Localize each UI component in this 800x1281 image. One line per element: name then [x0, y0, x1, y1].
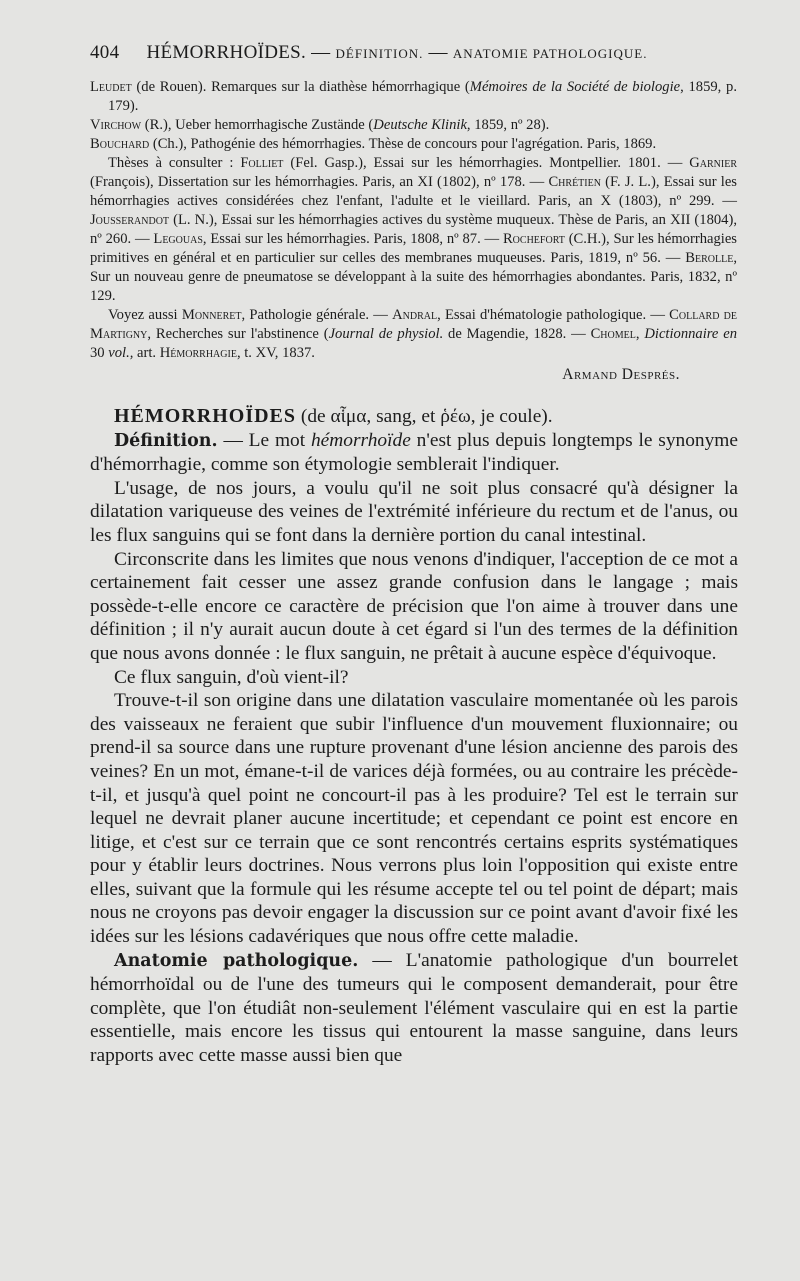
article-body	[90, 405, 738, 1068]
reference-bouchard: Bouchard (Ch.), Pathogénie des hémorrhagies. Thèse de concours pour l'agrégation. Paris, 1869.	[90, 136, 657, 152]
author-signature: Armand Després.	[562, 366, 680, 383]
header-separator: —	[428, 42, 448, 63]
reference-theses: Thèses à consulter : Folliet (Fel. Gasp.), Essai sur les hémorrhagies. Montpellier. 1801. — Garnier (François), Dissertation sur les hémorrhagies. Paris, an XI (1802), nº 178. — Chrétien (F. J. L.), Essai sur les hémorrhagies actives considérées chez l'enfant, l'adulte et le vieillard. Paris, an X (1803), nº 299. — Jousserandot (L. N.), Essai sur les hémorrhagies actives du système muqueux. Thèse de Paris, an XII (1804), nº 260. — Legouas, Essai sur les hémorrhagies. Paris, 1808, nº 87. — Rochefort (C.H.), Sur les hémorrhagies primitives en général et en particulier sur celles des membranes muqueuses. Paris, 1819, nº 56. — Berolle, Sur un nouveau genre de pneumatose se développant à la suite des hémorrhagies abondantes. Paris, 1832, nº 129.	[90, 155, 737, 304]
running-header	[90, 42, 730, 64]
reference-voyez-aussi: Voyez aussi Monneret, Pathologie générale. — Andral, Essai d'hématologie pathologique. — Collard de Martigny, Recherches sur l'abstinence (Journal de physiol. de Magendie, 1828. — Chomel, Dictionnaire en 30 vol., art. Hémorrhagie, t. XV, 1837.	[90, 307, 738, 361]
paragraph: Trouve-t-il son origine dans une dilatation vasculaire momentanée où les parois des vaisseaux ne feraient que subir l'influence d'un mouvement fluxionnaire; ou prend-il sa source dans une rupture provenant d'une lésion ancienne des parois des veines? En un mot, émane-t-il de varices déjà formées, ou au contraire les précède-t-il, et jusqu'à quel point ne concourt-il pas à les produire? Tel est le terrain sur lequel ne devrait planer aucune incertitude; et cependant ce point est encore en litige, et c'est sur ce terrain que ce sont rencontrés certains esprits systématiques pour y établir leurs doctrines. Nous verrons plus loin l'opposition qui existe entre elles, suivant que la formule qui les résume accepte tel ou tel point de départ; mais nous ne croyons pas devoir engager la discussion sur ce point avant d'avoir fixé les idées sur les lésions cadavériques que nous offre cette maladie.	[90, 690, 738, 948]
paragraph: Ce flux sanguin, d'où vient-il?	[114, 666, 349, 688]
article-heading: HÉMORRHOÏDES (de αἷμα, sang, et ῥέω, je coule).	[114, 405, 553, 427]
header-section-definition: DÉFINITION.	[335, 46, 424, 61]
page-number: 404	[90, 42, 120, 63]
reference-leudet: Leudet (de Rouen). Remarques sur la diathèse hémorrhagique (Mémoires de la Société de biologie, 1859, p. 179).	[90, 79, 737, 114]
header-title: HÉMORRHOÏDES.	[146, 42, 307, 63]
bibliography	[90, 78, 737, 363]
reference-virchow: Virchow (R.), Ueber hemorrhagische Zustände (Deutsche Klinik, 1859, nº 28).	[90, 117, 550, 133]
paragraph-definition: Définition. — Le mot hémorrhoïde n'est plus depuis longtemps le synonyme d'hémorrhagie, comme son étymologie semblerait l'indiquer.	[90, 429, 738, 476]
header-separator: —	[311, 42, 331, 63]
paragraph: Circonscrite dans les limites que nous venons d'indiquer, l'acception de ce mot a certainement fait cesser une assez grande confusion dans le langage ; mais possède-t-elle encore ce caractère de précision que l'on aime à trouver dans une définition ; il n'y aurait aucun doute à cet égard si l'un des termes de la définition que nous avons donnée : le flux sanguin, ne prêtait à aucune espèce d'équivoque.	[90, 548, 738, 664]
paragraph: L'usage, de nos jours, a voulu qu'il ne soit plus consacré qu'à désigner la dilatation variqueuse des veines de l'extrémité inférieure du rectum et de l'anus, ou les flux sanguins qui se font dans la dernière portion du canal intestinal.	[90, 477, 738, 546]
paragraph-anatomie: Anatomie pathologique. — L'anatomie pathologique d'un bourrelet hémorrhoïdal ou de l'une des tumeurs qui le composent demanderait, pour être complète, que l'on étudiât non-seulement l'élément vasculaire qui en est la partie essentielle, mais encore les tissus qui entourent la masse sanguine, dans leurs rapports avec cette masse aussi bien que	[90, 949, 738, 1067]
header-section-anatomie: ANATOMIE PATHOLOGIQUE.	[452, 46, 648, 61]
